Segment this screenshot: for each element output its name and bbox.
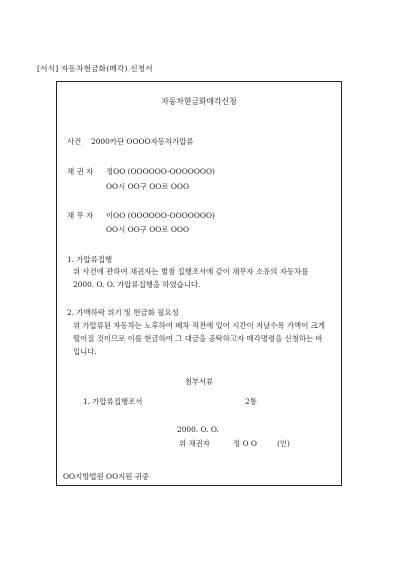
section1-heading: 1. 가압류집행	[67, 255, 113, 264]
court-addressee: OO지방법원 OO지원 귀중	[63, 472, 150, 481]
section2-line: 떨어질 것이므로 이를 현금하여 그 대금을 공탁하고자 매각명령을 신청하는 바	[73, 334, 323, 343]
debtor-label: 채 무 자	[67, 211, 94, 220]
document-title: 자동차현금화매각신청	[161, 97, 237, 106]
debtor-address: OO시 OO구 OO로 OOO	[106, 225, 189, 234]
creditor-name: 정OO (OOOOOO-OOOOOOO)	[106, 167, 215, 176]
attachment-count: 2통	[245, 397, 257, 406]
signer-role: 위 채권자	[179, 439, 210, 448]
case-label: 사건	[67, 137, 82, 146]
section2-body	[73, 319, 325, 358]
application-form	[56, 81, 342, 486]
signer-seal: (인)	[277, 439, 290, 448]
creditor-address: OO시 OO구 OO로 OOO	[106, 182, 189, 191]
section1-line: 2000. O. O. 가압류집행을 하였습니다.	[73, 280, 201, 289]
attachment-item: 1. 가압류집행조서	[83, 397, 143, 406]
creditor-label: 채 권 자	[67, 167, 94, 176]
case-value: 2000카단 OOOO자동차가압류	[91, 137, 194, 146]
attachments-heading: 첨부서류	[184, 377, 214, 386]
filing-date: 2000. O. O.	[177, 425, 219, 434]
form-tag: [서식] 자동차현금화(매각) 신청서	[37, 64, 153, 73]
section2-heading: 2. 가액하락 위기 및 현금화 필요성	[67, 308, 179, 317]
section1-body	[73, 265, 308, 291]
section2-line: 위 가압류된 자동차는 노후하여 폐차 직전에 있어 시간이 지날수록 가액이 크게	[73, 321, 325, 330]
signer-name: 정 O O	[233, 439, 257, 448]
section1-line: 위 사건에 관하여 채권자는 별첨 집행조서에 같이 채무자 소유의 자동차를	[73, 267, 309, 276]
section2-line: 입니다.	[73, 347, 97, 356]
debtor-name: 이OO (OOOOOO-OOOOOOO)	[106, 211, 215, 220]
